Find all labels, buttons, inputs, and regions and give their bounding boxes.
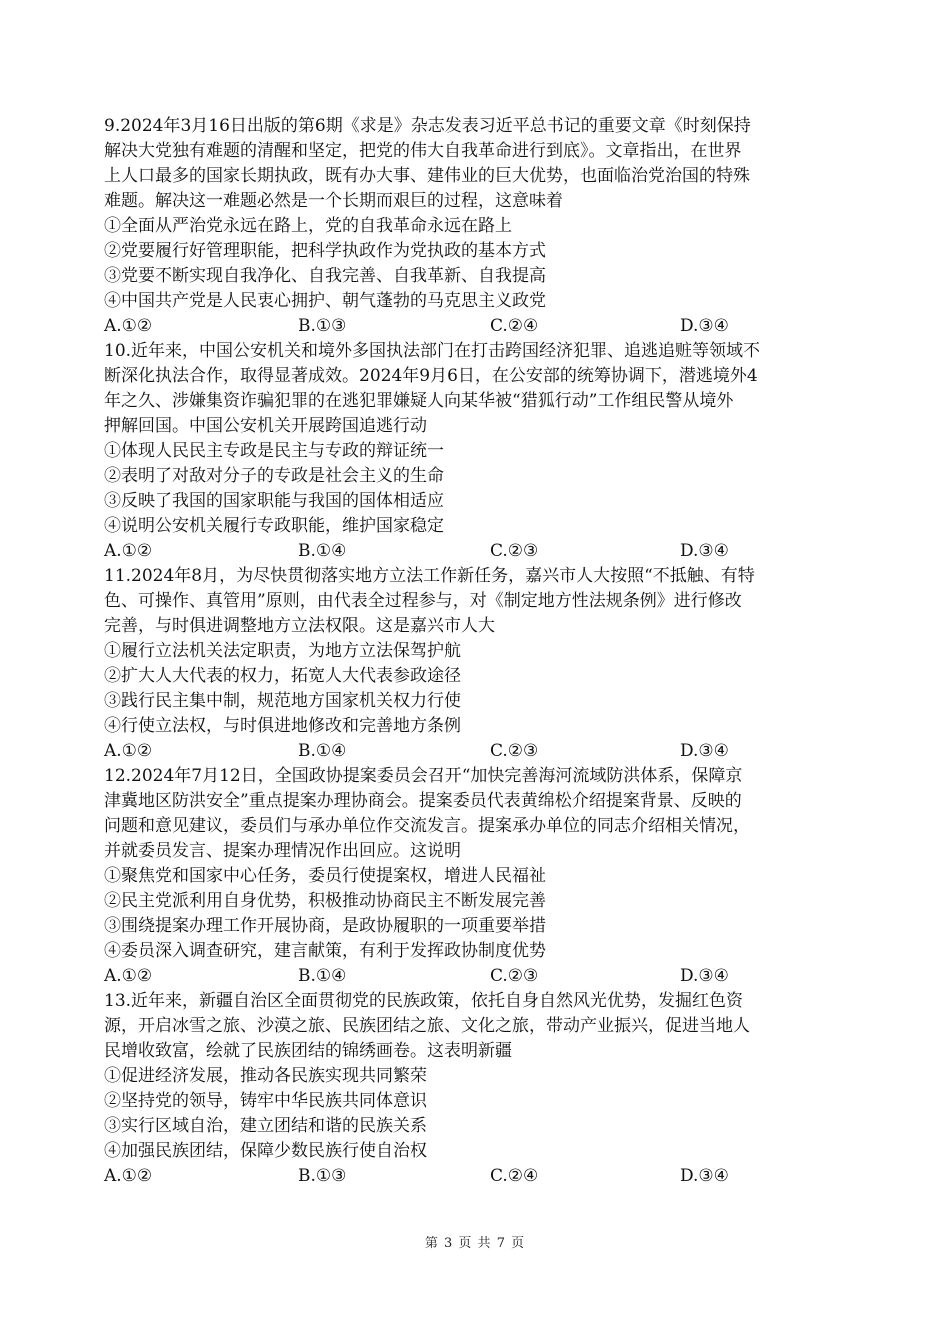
question-stem-line: 13.近年来，新疆自治区全面贯彻党的民族政策，依托自身自然风光优势，发掘红色资 [104, 991, 744, 1011]
question-stem-line: 押解回国。中国公安机关开展跨国追逃行动 [104, 416, 427, 436]
answer-choice-d: D.③④ [680, 316, 729, 336]
statement-option: ②民主党派利用自身优势，积极推动协商民主不断发展完善 [104, 891, 546, 911]
question-stem-line: 难题。解决这一难题必然是一个长期而艰巨的过程，这意味着 [104, 191, 563, 211]
statement-option: ③实行区域自治，建立团结和谐的民族关系 [104, 1116, 427, 1136]
statement-option: ①促进经济发展，推动各民族实现共同繁荣 [104, 1066, 427, 1086]
statement-option: ①体现人民民主专政是民主与专政的辩证统一 [104, 441, 444, 461]
question-stem-line: 源，开启冰雪之旅、沙漠之旅、民族团结之旅、文化之旅，带动产业振兴，促进当地人 [104, 1016, 750, 1036]
question-stem-line: 问题和意见建议，委员们与承办单位作交流发言。提案承办单位的同志介绍相关情况， [104, 816, 750, 836]
answer-choices [104, 739, 844, 764]
answer-choice-a: A.①② [104, 966, 153, 986]
answer-choice-c: C.②④ [490, 316, 539, 336]
statement-option: ④加强民族团结，保障少数民族行使自治权 [104, 1141, 427, 1161]
statement-option: ①履行立法机关法定职责，为地方立法保驾护航 [104, 641, 461, 661]
statement-option: ①全面从严治党永远在路上，党的自我革命永远在路上 [104, 216, 512, 236]
question-stem-line: 11.2024年8月，为尽快贯彻落实地方立法工作新任务，嘉兴市人大按照“不抵触、有特 [104, 566, 755, 586]
question-stem-line: 完善，与时俱进调整地方立法权限。这是嘉兴市人大 [104, 616, 495, 636]
statement-option: ③反映了我国的国家职能与我国的国体相适应 [104, 491, 444, 511]
question-stem-line: 断深化执法合作，取得显著成效。2024年9月6日，在公安部的统筹协调下，潜逃境外4 [104, 366, 758, 386]
answer-choice-a: A.①② [104, 541, 153, 561]
question-stem-line: 12.2024年7月12日，全国政协提案委员会召开“加快完善海河流域防洪体系，保障京 [104, 766, 743, 786]
question-stem-line: 年之久、涉嫌集资诈骗犯罪的在逃犯罪嫌疑人向某华被“猎狐行动”工作组民警从境外 [104, 391, 734, 411]
answer-choice-b: B.①④ [298, 741, 347, 761]
statement-option: ③围绕提案办理工作开展协商，是政协履职的一项重要举措 [104, 916, 546, 936]
page-number-footer: 第 3 页 共 7 页 [424, 1236, 526, 1251]
question-9 [104, 114, 844, 339]
question-stem-line: 津冀地区防洪安全”重点提案办理协商会。提案委员代表黄绵松介绍提案背景、反映的 [104, 791, 742, 811]
answer-choices [104, 539, 844, 564]
statement-option: ④行使立法权，与时俱进地修改和完善地方条例 [104, 716, 461, 736]
answer-choice-c: C.②④ [490, 1166, 539, 1186]
statement-option: ③党要不断实现自我净化、自我完善、自我革新、自我提高 [104, 266, 546, 286]
question-stem-line: 上人口最多的国家长期执政，既有办大事、建伟业的巨大优势，也面临治党治国的特殊 [104, 166, 750, 186]
answer-choice-d: D.③④ [680, 966, 729, 986]
statement-option: ②扩大人大代表的权力，拓宽人大代表参政途径 [104, 666, 461, 686]
statement-option: ②坚持党的领导，铸牢中华民族共同体意识 [104, 1091, 427, 1111]
answer-choice-c: C.②③ [490, 541, 539, 561]
statement-option: ②党要履行好管理职能，把科学执政作为党执政的基本方式 [104, 241, 546, 261]
answer-choices [104, 314, 844, 339]
answer-choice-c: C.②③ [490, 966, 539, 986]
answer-choice-b: B.①③ [298, 316, 347, 336]
answer-choices [104, 1164, 844, 1189]
question-stem-line: 解决大党独有难题的清醒和坚定，把党的伟大自我革命进行到底》。文章指出，在世界 [104, 141, 742, 161]
statement-option: ④委员深入调查研究，建言献策，有利于发挥政协制度优势 [104, 941, 546, 961]
question-13 [104, 989, 844, 1189]
answer-choice-d: D.③④ [680, 741, 729, 761]
question-list [104, 114, 844, 1189]
question-stem-line: 色、可操作、真管用”原则，由代表全过程参与，对《制定地方性法规条例》进行修改 [104, 591, 742, 611]
statement-option: ③践行民主集中制，规范地方国家机关权力行使 [104, 691, 461, 711]
statement-option: ④中国共产党是人民衷心拥护、朝气蓬勃的马克思主义政党 [104, 291, 546, 311]
answer-choice-b: B.①④ [298, 966, 347, 986]
statement-option: ①聚焦党和国家中心任务，委员行使提案权，增进人民福祉 [104, 866, 546, 886]
question-10 [104, 339, 844, 564]
statement-option: ④说明公安机关履行专政职能，维护国家稳定 [104, 516, 444, 536]
question-stem-line: 并就委员发言、提案办理情况作出回应。这说明 [104, 841, 461, 861]
question-stem-line: 9.2024年3月16日出版的第6期《求是》杂志发表习近平总书记的重要文章《时刻保持 [104, 116, 751, 136]
answer-choice-d: D.③④ [680, 541, 729, 561]
answer-choice-a: A.①② [104, 316, 153, 336]
answer-choice-b: B.①③ [298, 1166, 347, 1186]
question-stem-line: 民增收致富，绘就了民族团结的锦绣画卷。这表明新疆 [104, 1041, 512, 1061]
question-11 [104, 564, 844, 764]
answer-choice-b: B.①④ [298, 541, 347, 561]
question-stem-line: 10.近年来，中国公安机关和境外多国执法部门在打击跨国经济犯罪、追逃追赃等领域不 [104, 341, 761, 361]
answer-choice-c: C.②③ [490, 741, 539, 761]
answer-choice-d: D.③④ [680, 1166, 729, 1186]
answer-choice-a: A.①② [104, 1166, 153, 1186]
answer-choices [104, 964, 844, 989]
question-12 [104, 764, 844, 989]
statement-option: ②表明了对敌对分子的专政是社会主义的生命 [104, 466, 444, 486]
answer-choice-a: A.①② [104, 741, 153, 761]
